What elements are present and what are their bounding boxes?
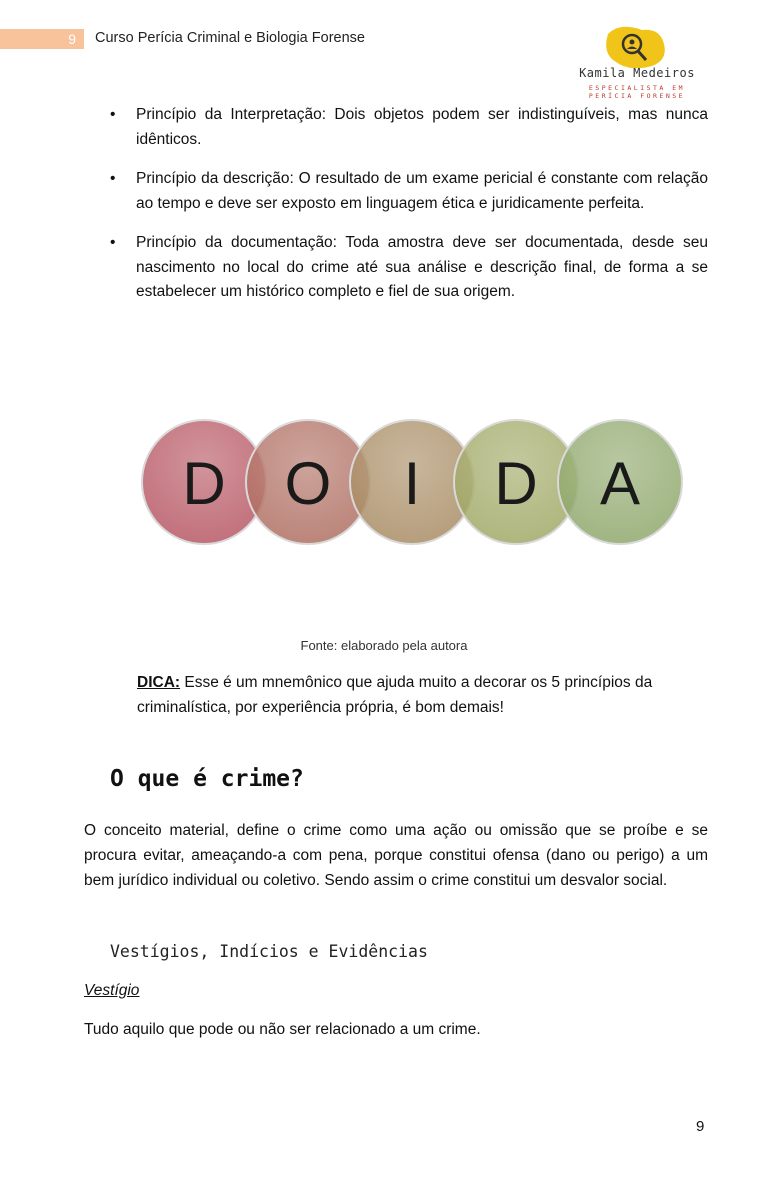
tip-text: Esse é um mnemônico que ajuda muito a decorar os 5 princípios da criminalística, por experiência própria, é bom demais! <box>137 674 653 716</box>
principle-item <box>110 231 708 305</box>
principle-text: Princípio da descrição: O resultado de um exame pericial é constante com relação ao tempo e deve ser exposto em linguagem ética e juridicamente perfeita. <box>136 170 708 212</box>
page-tab: 9 <box>0 29 84 49</box>
mnemonic-circles <box>140 414 684 550</box>
vestigios-heading: Vestígios, Indícios e Evidências <box>110 942 428 961</box>
course-title: Curso Perícia Criminal e Biologia Forense <box>95 30 365 46</box>
bullet-icon: • <box>110 106 116 123</box>
mnemonic-letter: O <box>284 450 332 517</box>
crime-heading: O que é crime? <box>110 766 304 792</box>
logo-name: Kamila Medeiros <box>579 66 695 80</box>
doida-mnemonic-diagram <box>140 414 684 550</box>
mnemonic-letter: I <box>403 450 421 517</box>
tip-box <box>137 671 697 720</box>
bullet-icon: • <box>110 234 116 251</box>
magnifier-icon <box>572 24 702 68</box>
logo-subtitle-2: PERÍCIA FORENSE <box>588 92 686 100</box>
principle-text: Princípio da Interpretação: Dois objetos podem ser indistinguíveis, mas nunca idênticos. <box>136 106 708 148</box>
author-logo <box>572 24 702 104</box>
principle-text: Princípio da documentação: Toda amostra deve ser documentada, desde seu nascimento no local do crime até sua análise e descrição final, de forma a se estabelecer um histórico completo e fiel de sua origem. <box>136 234 708 300</box>
mnemonic-letter: D <box>182 450 226 517</box>
vestigio-term: Vestígio <box>84 982 140 999</box>
mnemonic-circle-5 <box>558 420 682 544</box>
vestigio-definition: Tudo aquilo que pode ou não ser relacionado a um crime. <box>84 1021 481 1038</box>
tip-label: DICA: <box>137 674 181 691</box>
mnemonic-letter: A <box>599 450 641 517</box>
principle-item <box>110 103 708 152</box>
page-number: 9 <box>696 1118 705 1135</box>
principle-item <box>110 167 708 216</box>
principles-list <box>110 103 708 320</box>
mnemonic-letter: D <box>494 450 538 517</box>
logo-subtitle-1: ESPECIALISTA EM <box>588 84 686 92</box>
bullet-icon: • <box>110 170 116 187</box>
crime-paragraph: O conceito material, define o crime como uma ação ou omissão que se proíbe e se procura evitar, ameaçando-a com pena, porque constitui ofensa (dano ou perigo) a um bem jurídico individual ou coletivo. Sendo assim o crime constitui um desvalor social. <box>84 822 708 889</box>
figure-caption: Fonte: elaborado pela autora <box>300 638 468 653</box>
